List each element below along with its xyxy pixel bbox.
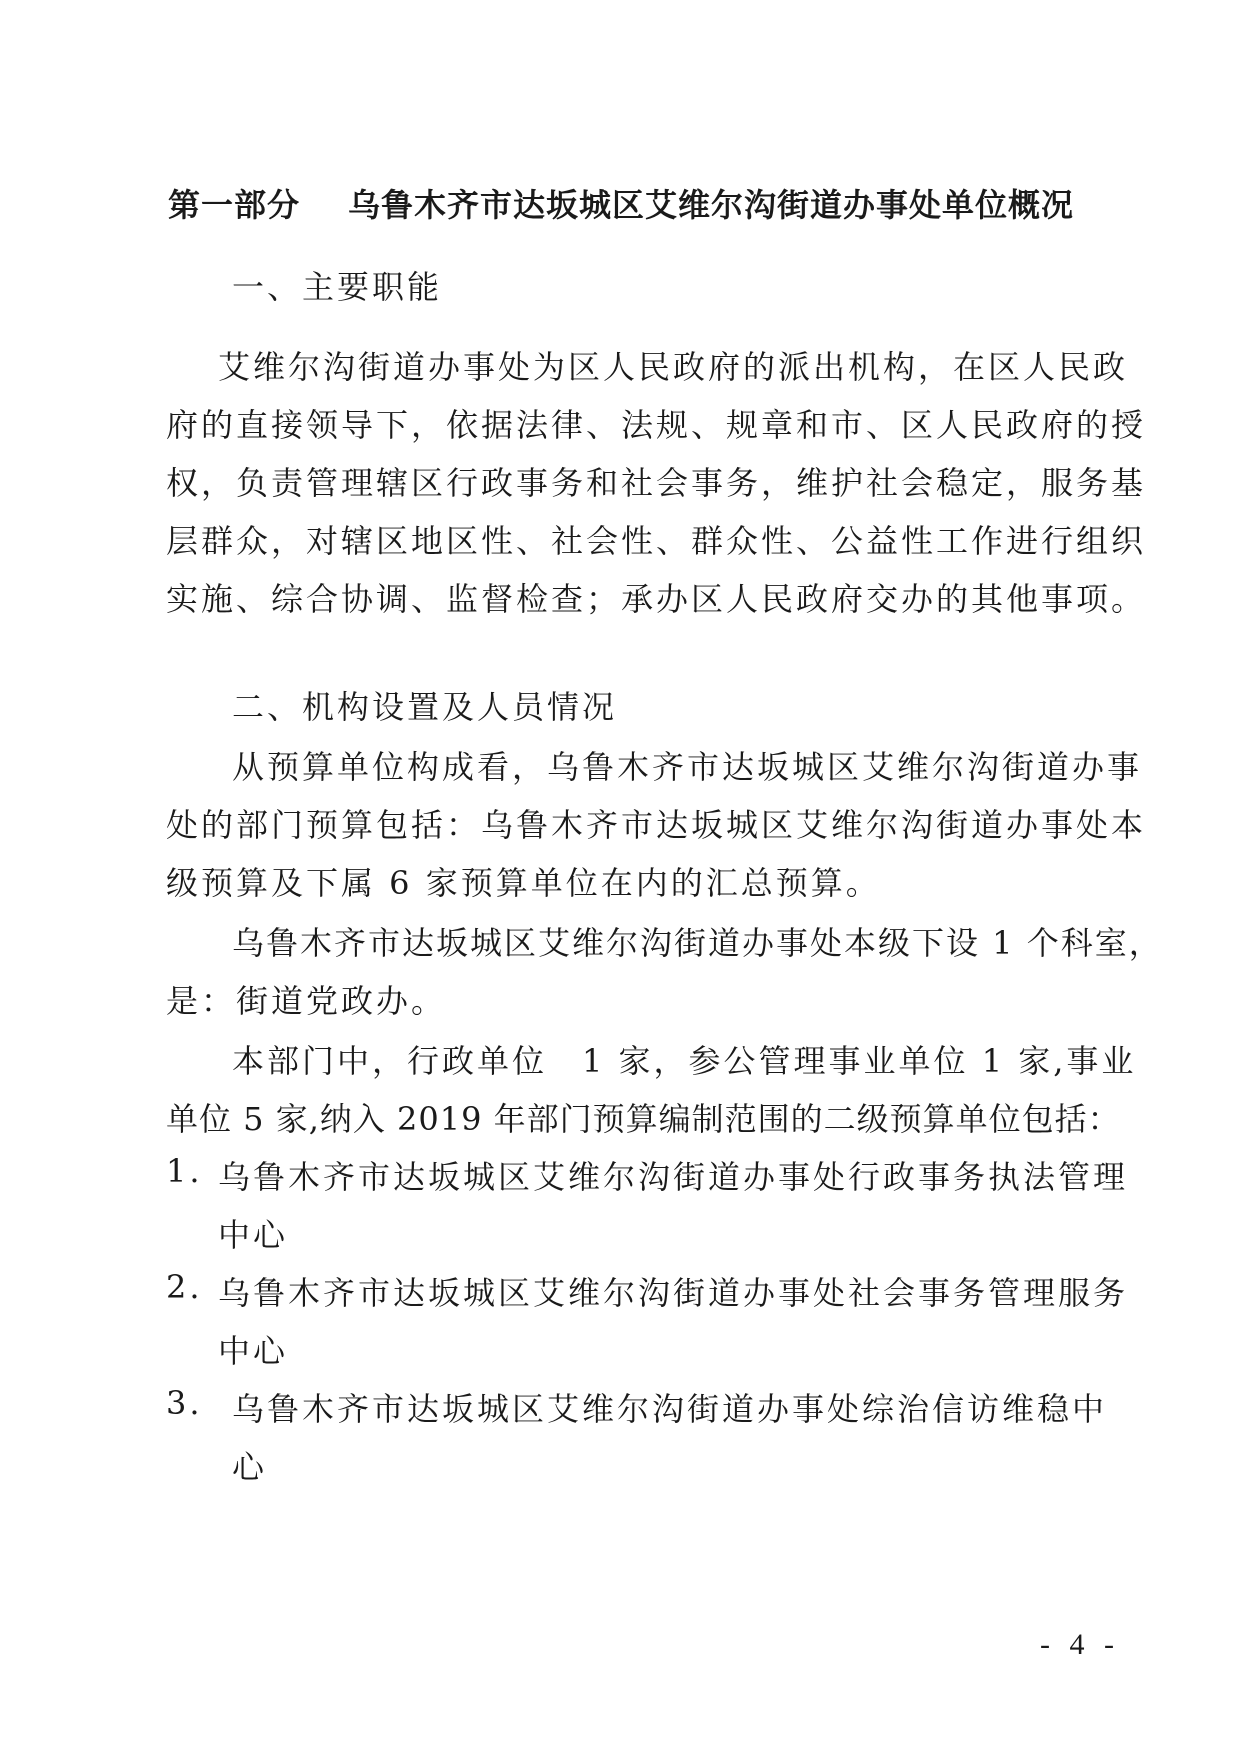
section2-para2-line: 乌鲁木齐市达坂城区艾维尔沟街道办事处本级下设 1 个科室， xyxy=(232,924,1163,962)
list-item-continued: 心 xyxy=(232,1448,268,1486)
list-item-number: 2. xyxy=(166,1268,203,1306)
list-item: 乌鲁木齐市达坂城区艾维尔沟街道办事处综治信访维稳中 xyxy=(232,1390,1108,1428)
section1-line: 权，负责管理辖区行政事务和社会事务，维护社会稳定，服务基 xyxy=(166,464,1147,502)
title-name: 乌鲁木齐市达坂城区艾维尔沟街道办事处单位概况 xyxy=(348,186,1075,224)
list-item: 乌鲁木齐市达坂城区艾维尔沟街道办事处行政事务执法管理 xyxy=(218,1158,1129,1196)
page-title xyxy=(168,180,1074,226)
section2-heading: 二、机构设置及人员情况 xyxy=(232,688,618,726)
section2-para1-line: 处的部门预算包括：乌鲁木齐市达坂城区艾维尔沟街道办事处本 xyxy=(166,806,1147,844)
section2-para3-line: 本部门中，行政单位 1 家，参公管理事业单位 1 家,事业 xyxy=(232,1042,1137,1080)
section2-para1-line: 级预算及下属 6 家预算单位在内的汇总预算。 xyxy=(166,864,881,902)
list-item-number: 1. xyxy=(166,1152,203,1190)
list-item-number: 3. xyxy=(166,1384,203,1422)
list-item: 乌鲁木齐市达坂城区艾维尔沟街道办事处社会事务管理服务 xyxy=(218,1274,1129,1312)
list-item-continued: 中心 xyxy=(218,1332,289,1370)
section1-line: 层群众，对辖区地区性、社会性、群众性、公益性工作进行组织 xyxy=(166,522,1147,560)
section1-line: 府的直接领导下，依据法律、法规、规章和市、区人民政府的授 xyxy=(166,406,1147,444)
section2-para2-line: 是：街道党政办。 xyxy=(166,982,447,1020)
section2-para1-line: 从预算单位构成看，乌鲁木齐市达坂城区艾维尔沟街道办事 xyxy=(232,748,1143,786)
section1-line: 艾维尔沟街道办事处为区人民政府的派出机构，在区人民政 xyxy=(218,348,1129,386)
list-item-continued: 中心 xyxy=(218,1216,289,1254)
page-number: - 4 - xyxy=(1040,1628,1120,1661)
title-part: 第一部分 xyxy=(168,186,301,224)
section1-heading: 一、主要职能 xyxy=(232,268,443,306)
section1-line: 实施、综合协调、监督检查；承办区人民政府交办的其他事项。 xyxy=(166,580,1147,618)
section2-para3-line: 单位 5 家,纳入 2019 年部门预算编制范围的二级预算单位包括： xyxy=(166,1100,1121,1138)
